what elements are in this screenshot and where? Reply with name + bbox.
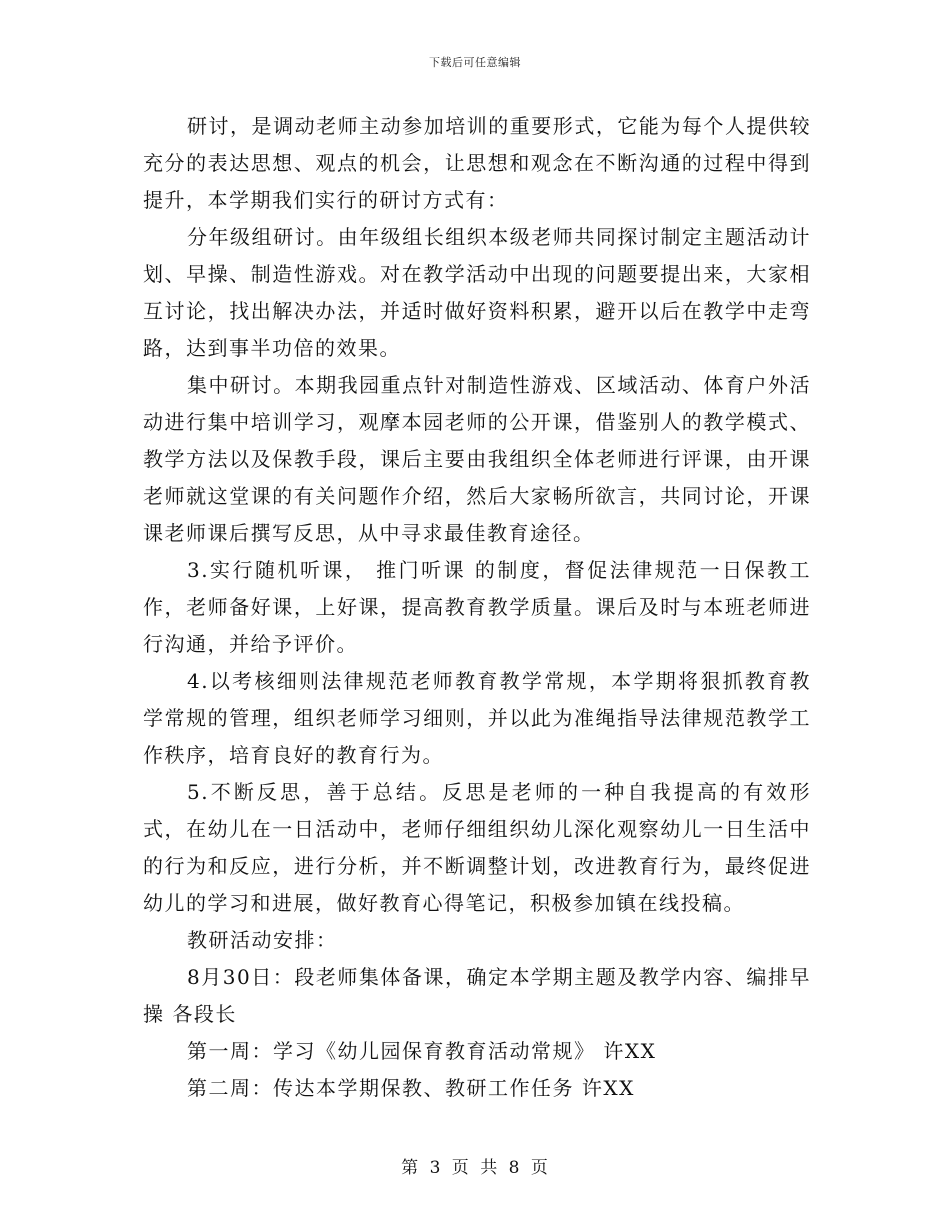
paragraph-schedule-heading: 教研活动安排：: [187, 928, 338, 952]
paragraph-assessment-rules: 4.以考核细则法律规范老师教育教学常规，本学期将狠抓教育教学常规的管理，组织老师学习细则，并以此为准绳指导法律规范教学工作秩序，培育良好的教育行为。: [143, 669, 811, 767]
paragraph-centralized-research: 集中研讨。本期我园重点针对制造性游戏、区域活动、体育户外活动进行集中培训学习，观摩本园老师的公开课，借鉴别人的教学模式、教学方法以及保教手段，课后主要由我组织全体老师进行评课，由开课老师就这堂课的有关问题作介绍，然后大家畅所欲言，共同讨论，开课课老师课后撰写反思，从中寻求最佳教育途径。: [143, 373, 811, 545]
document-body: [143, 108, 811, 1107]
page-number-footer: 第 3 页 共 8 页: [401, 1158, 549, 1178]
paragraph-grade-group-research: 分年级组研讨。由年级组长组织本级老师共同探讨制定主题活动计划、早操、制造性游戏。对在教学活动中出现的问题要提出来，大家相互讨论，找出解决办法，并适时做好资料积累，避开以后在教学中走弯路，达到事半功倍的效果。: [143, 225, 811, 360]
paragraph-reflection: 5.不断反思，善于总结。反思是老师的一种自我提高的有效形式，在幼儿在一日活动中，老师仔细组织幼儿深化观察幼儿一日生活中的行为和反应，进行分析，并不断调整计划，改进教育行为，最终促进幼儿的学习和进展，做好教育心得笔记，积极参加镇在线投稿。: [143, 780, 811, 915]
paragraph-research-intro: 研讨，是调动老师主动参加培训的重要形式，它能为每个人提供较充分的表达思想、观点的机会，让思想和观念在不断沟通的过程中得到提升，本学期我们实行的研讨方式有：: [143, 114, 811, 212]
paragraph-schedule-week2: 第二周：传达本学期保教、教研工作任务 许XX: [187, 1076, 635, 1100]
paragraph-schedule-aug30: 8月30日：段老师集体备课，确定本学期主题及教学内容、编排早操 各段长: [143, 965, 811, 1026]
paragraph-schedule-week1: 第一周：学习《幼儿园保育教育活动常规》 许XX: [187, 1039, 657, 1063]
paragraph-random-observation: 3.实行随机听课， 推门听课 的制度，督促法律规范一日保教工作，老师备好课，上好课，提高教育教学质量。课后及时与本班老师进行沟通，并给予评价。: [143, 558, 811, 656]
page-header: 下载后可任意编辑: [429, 56, 521, 69]
